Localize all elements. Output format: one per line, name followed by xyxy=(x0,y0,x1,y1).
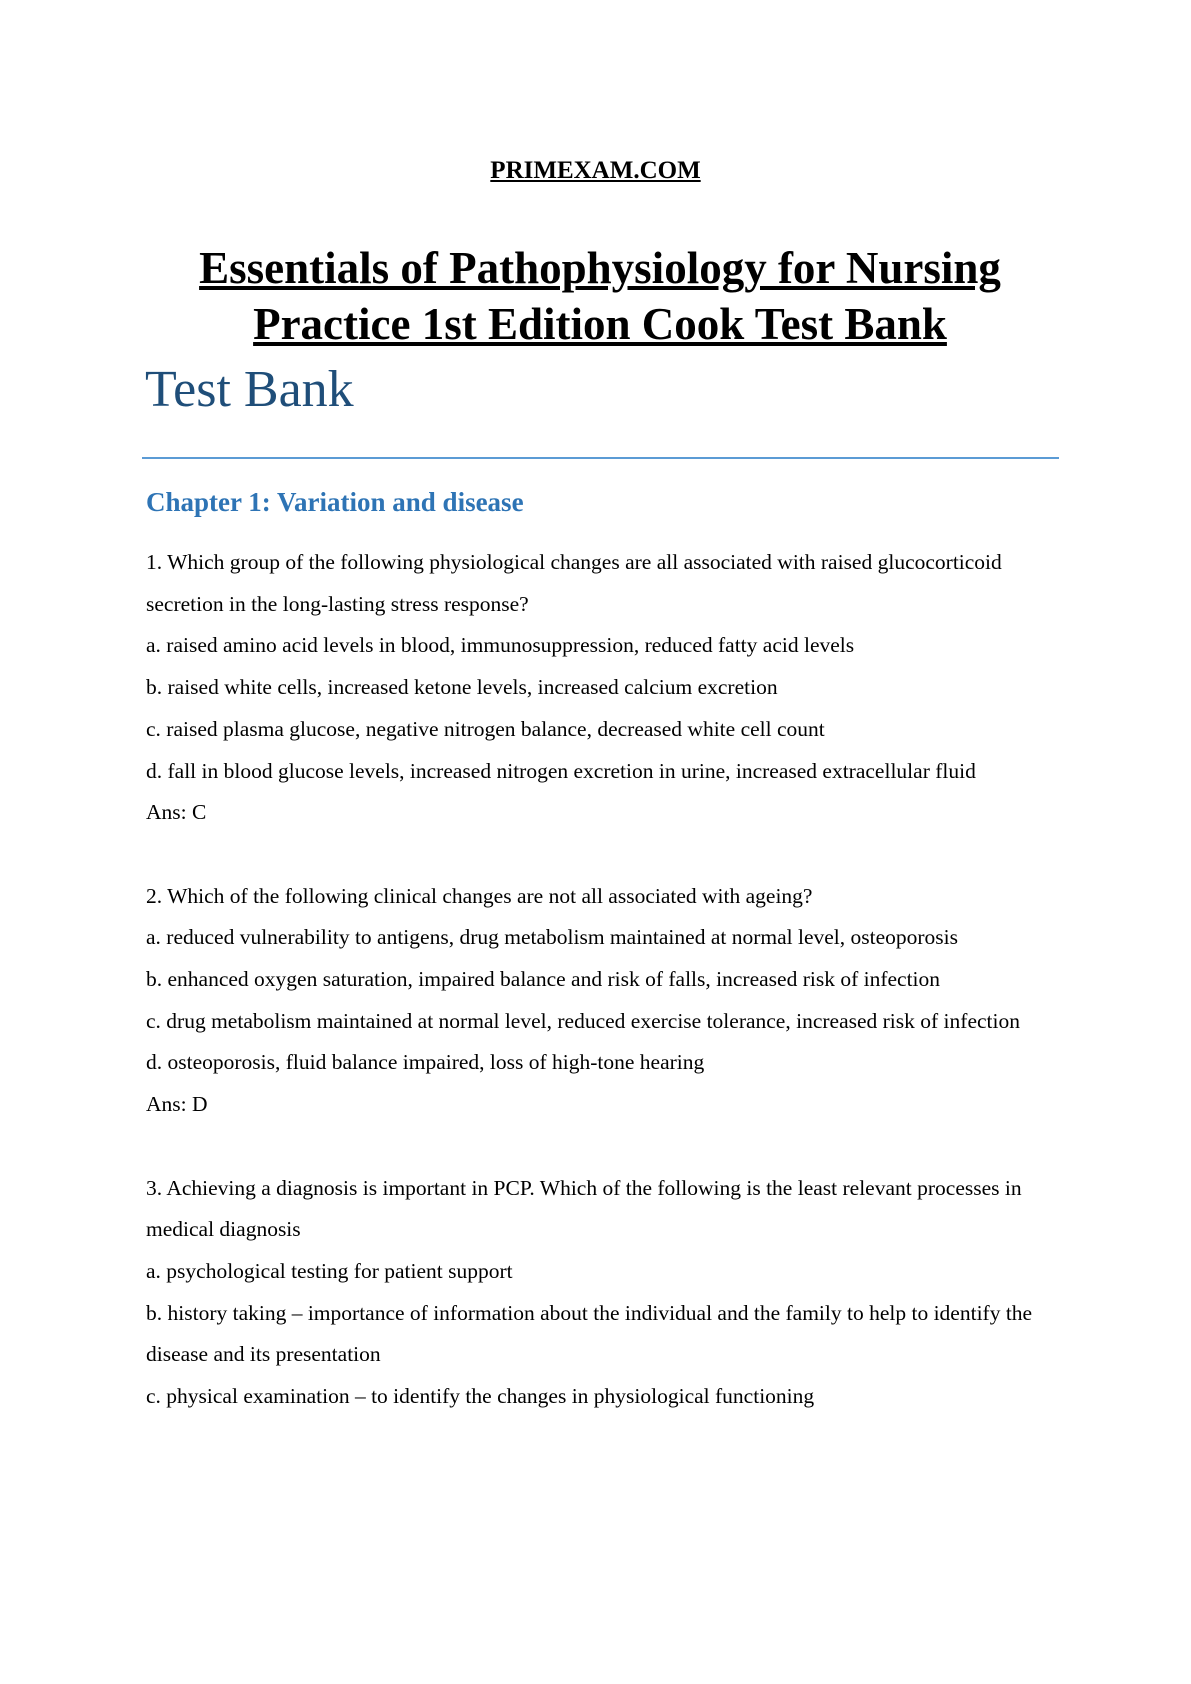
question-stem: 1. Which group of the following physiological changes are all associated with raised glucocorticoid secretion in the long-lasting stress response? xyxy=(146,550,1002,616)
document-title: Essentials of Pathophysiology for Nursing Practice 1st Edition Cook Test Bank xyxy=(199,243,1001,349)
option: d. osteoporosis, fluid balance impaired, loss of high-tone hearing xyxy=(146,1050,705,1075)
question-stem: 3. Achieving a diagnosis is important in PCP. Which of the following is the least relevant processes in medical diagnosis xyxy=(146,1175,1022,1242)
question-2 xyxy=(146,876,1076,1126)
option: c. raised plasma glucose, negative nitrogen balance, decreased white cell count xyxy=(146,716,825,741)
answer: Ans: D xyxy=(146,1092,208,1117)
option: a. raised amino acid levels in blood, immunosuppression, reduced fatty acid levels xyxy=(146,633,855,658)
option: a. psychological testing for patient support xyxy=(146,1258,513,1283)
question-stem: 2. Which of the following clinical changes are not all associated with ageing? xyxy=(146,883,813,908)
chapter-heading: Chapter 1: Variation and disease xyxy=(146,487,524,517)
site-name: PRIMEXAM.COM xyxy=(490,157,701,184)
option: b. enhanced oxygen saturation, impaired balance and risk of falls, increased risk of infection xyxy=(146,967,941,992)
option: c. physical examination – to identify the changes in physiological functioning xyxy=(146,1384,815,1409)
questions xyxy=(146,542,1076,1418)
subtitle: Test Bank xyxy=(145,361,354,418)
option: d. fall in blood glucose levels, increased nitrogen excretion in urine, increased extracellular fluid xyxy=(146,758,976,783)
option: b. history taking – importance of information about the individual and the family to help to identify the disease and its presentation xyxy=(146,1300,1033,1367)
question-3 xyxy=(146,1168,1076,1418)
option: a. reduced vulnerability to antigens, drug metabolism maintained at normal level, osteoporosis xyxy=(146,925,959,950)
answer: Ans: C xyxy=(146,800,207,825)
question-1 xyxy=(146,542,1076,834)
option: c. drug metabolism maintained at normal level, reduced exercise tolerance, increased risk of infection xyxy=(146,1008,1020,1033)
option: b. raised white cells, increased ketone levels, increased calcium excretion xyxy=(146,675,778,700)
divider xyxy=(142,457,1059,459)
